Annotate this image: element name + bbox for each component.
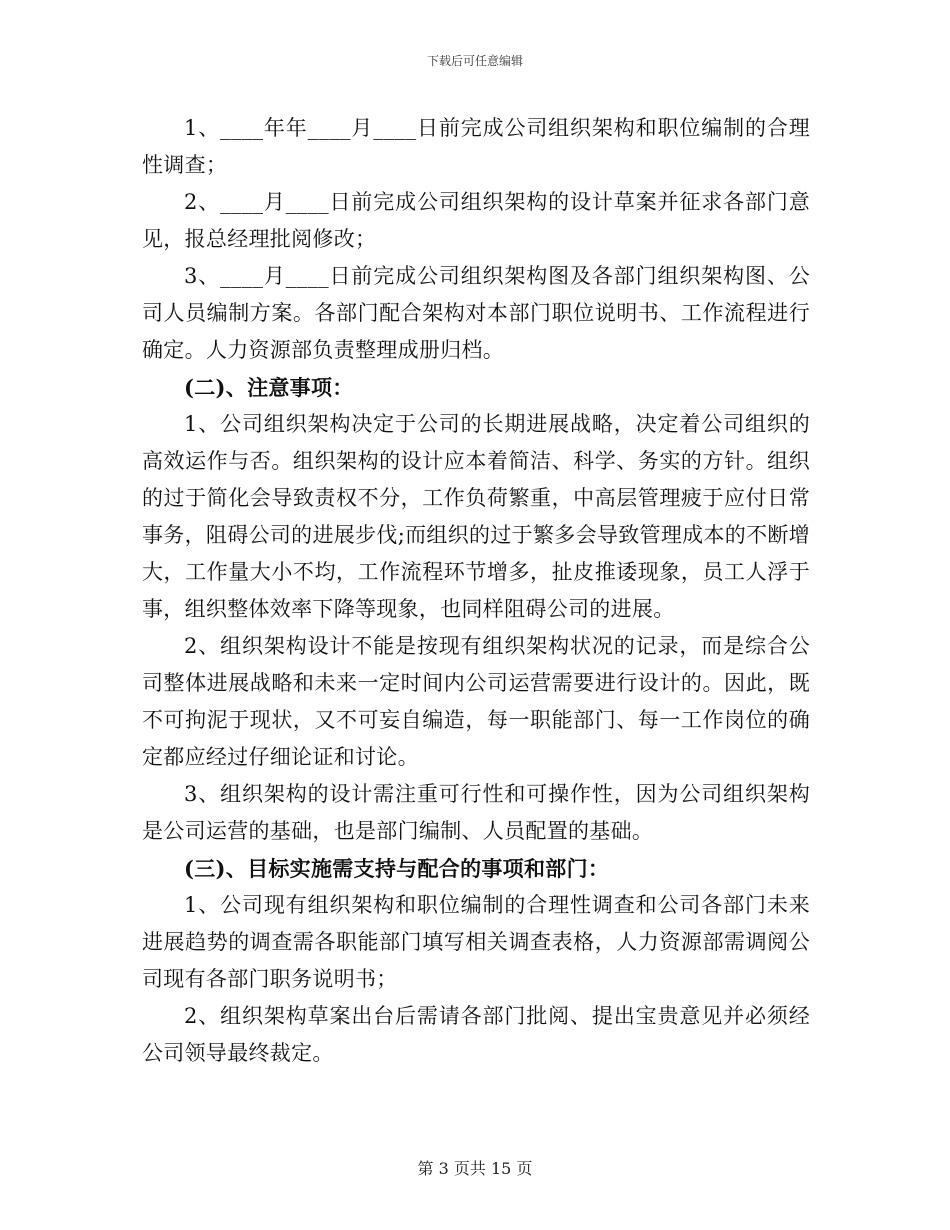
notes-item-2: 2、组织架构设计不能是按现有组织架构状况的记录，而是综合公司整体进展战略和未来一定时间内公司运营需要进行设计的。因此，既不可拘泥于现状，又不可妄自编造，每一职能部门、每一工作岗位的确定都应经过仔细论证和讨论。 [142,634,810,769]
page-footer: 第 3 页共 15 页 [417,1159,533,1178]
notes-item-3: 3、组织架构的设计需注重可行性和可操作性，因为公司组织架构是公司运营的基础，也是部门编制、人员配置的基础。 [142,782,810,843]
support-item-1: 1、公司现有组织架构和职位编制的合理性调查和公司各部门未来进展趋势的调查需各职能部门填写相关调查表格，人力资源部需调阅公司现有各部门职务说明书； [142,893,810,991]
schedule-item-2: 2、____月____日前完成公司组织架构的设计草案并征求各部门意见，报总经理批阅修改； [142,190,810,251]
schedule-item-1: 1、____年年____月____日前完成公司组织架构和职位编制的合理性调查； [142,116,810,177]
support-item-2: 2、组织架构草案出台后需请各部门批阅、提出宝贵意见并必须经公司领导最终裁定。 [142,1004,810,1065]
page-header: 下载后可任意编辑 [426,54,523,68]
notes-item-1: 1、公司组织架构决定于公司的长期进展战略，决定着公司组织的高效运作与否。组织架构的设计应本着简洁、科学、务实的方针。组织的过于简化会导致责权不分，工作负荷繁重，中高层管理疲于应付日常事务，阻碍公司的进展步伐;而组织的过于繁多会导致管理成本的不断增大，工作量大小不均，工作流程环节增多，扯皮推诿现象，员工人浮于事，组织整体效率下降等现象，也同样阻碍公司的进展。 [142,412,810,621]
document-body [142,110,810,1072]
schedule-item-3: 3、____月____日前完成公司组织架构图及各部门组织架构图、公司人员编制方案。各部门配合架构对本部门职位说明书、工作流程进行确定。人力资源部负责整理成册归档。 [142,264,810,362]
section-heading-support: (三)、目标实施需支持与配合的事项和部门： [184,856,610,881]
section-heading-notes: (二)、注意事项： [184,375,354,400]
